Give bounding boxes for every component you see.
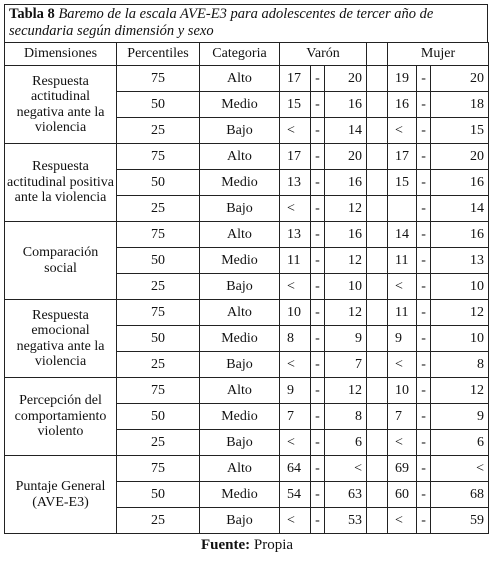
varon-min-cell: 11 — [280, 248, 311, 274]
percentile-cell: 25 — [117, 352, 200, 378]
mujer-max-cell: 68 — [431, 482, 489, 508]
mujer-min-cell: < — [388, 430, 417, 456]
percentile-cell: 25 — [117, 196, 200, 222]
varon-max-cell: 20 — [325, 66, 367, 92]
mujer-dash-cell: - — [417, 92, 431, 118]
table-row — [5, 378, 489, 404]
table-caption — [4, 4, 488, 42]
mujer-dash-cell: - — [417, 508, 431, 534]
spacer-cell — [367, 118, 388, 144]
header-percentiles: Percentiles — [117, 43, 200, 66]
mujer-dash-cell: - — [417, 118, 431, 144]
spacer-cell — [367, 248, 388, 274]
mujer-max-cell: 20 — [431, 144, 489, 170]
mujer-dash-cell: - — [417, 274, 431, 300]
mujer-max-cell: 14 — [431, 196, 489, 222]
varon-dash-cell: - — [311, 508, 325, 534]
mujer-min-cell: 69 — [388, 456, 417, 482]
dimension-cell: Comparación social — [5, 222, 117, 300]
varon-dash-cell: - — [311, 196, 325, 222]
varon-min-cell: 17 — [280, 144, 311, 170]
mujer-dash-cell: - — [417, 144, 431, 170]
percentile-cell: 25 — [117, 274, 200, 300]
varon-max-cell: 10 — [325, 274, 367, 300]
varon-max-cell: < — [325, 456, 367, 482]
varon-dash-cell: - — [311, 222, 325, 248]
percentile-cell: 75 — [117, 144, 200, 170]
varon-max-cell: 8 — [325, 404, 367, 430]
varon-dash-cell: - — [311, 482, 325, 508]
mujer-dash-cell: - — [417, 326, 431, 352]
varon-min-cell: < — [280, 118, 311, 144]
varon-dash-cell: - — [311, 456, 325, 482]
category-cell: Bajo — [200, 352, 280, 378]
mujer-max-cell: 18 — [431, 92, 489, 118]
table-row — [5, 456, 489, 482]
varon-min-cell: 15 — [280, 92, 311, 118]
dimension-cell: Percepción del comportamiento violento — [5, 378, 117, 456]
mujer-min-cell: < — [388, 118, 417, 144]
varon-max-cell: 63 — [325, 482, 367, 508]
varon-max-cell: 53 — [325, 508, 367, 534]
mujer-max-cell: 15 — [431, 118, 489, 144]
mujer-dash-cell: - — [417, 248, 431, 274]
percentile-cell: 75 — [117, 222, 200, 248]
varon-dash-cell: - — [311, 170, 325, 196]
varon-max-cell: 7 — [325, 352, 367, 378]
varon-min-cell: < — [280, 196, 311, 222]
category-cell: Medio — [200, 170, 280, 196]
mujer-dash-cell: - — [417, 482, 431, 508]
caption-text: Baremo de la escala AVE-E3 para adolescentes de tercer año de secundaria según dimensión y sexo — [9, 6, 434, 39]
spacer-cell — [367, 352, 388, 378]
mujer-dash-cell: - — [417, 456, 431, 482]
category-cell: Medio — [200, 404, 280, 430]
spacer-cell — [367, 456, 388, 482]
table-figure — [4, 4, 488, 534]
varon-dash-cell: - — [311, 144, 325, 170]
spacer-cell — [367, 508, 388, 534]
source-text: Propia — [253, 537, 294, 553]
category-cell: Medio — [200, 482, 280, 508]
mujer-max-cell: 6 — [431, 430, 489, 456]
mujer-dash-cell: - — [417, 352, 431, 378]
mujer-max-cell: 12 — [431, 378, 489, 404]
category-cell: Bajo — [200, 430, 280, 456]
percentile-cell: 75 — [117, 66, 200, 92]
varon-dash-cell: - — [311, 352, 325, 378]
varon-max-cell: 14 — [325, 118, 367, 144]
mujer-max-cell: 10 — [431, 274, 489, 300]
varon-min-cell: 54 — [280, 482, 311, 508]
mujer-max-cell: < — [431, 456, 489, 482]
category-cell: Alto — [200, 300, 280, 326]
mujer-min-cell: 16 — [388, 92, 417, 118]
category-cell: Medio — [200, 326, 280, 352]
mujer-max-cell: 9 — [431, 404, 489, 430]
varon-min-cell: 13 — [280, 170, 311, 196]
category-cell: Alto — [200, 378, 280, 404]
mujer-dash-cell: - — [417, 170, 431, 196]
baremo-table — [4, 42, 489, 534]
percentile-cell: 50 — [117, 326, 200, 352]
mujer-min-cell: < — [388, 508, 417, 534]
mujer-min-cell: 17 — [388, 144, 417, 170]
mujer-min-cell: 19 — [388, 66, 417, 92]
varon-dash-cell: - — [311, 378, 325, 404]
varon-dash-cell: - — [311, 326, 325, 352]
percentile-cell: 75 — [117, 300, 200, 326]
mujer-min-cell: 7 — [388, 404, 417, 430]
mujer-max-cell: 16 — [431, 170, 489, 196]
mujer-min-cell: < — [388, 274, 417, 300]
spacer-cell — [367, 170, 388, 196]
mujer-min-cell: 11 — [388, 300, 417, 326]
category-cell: Medio — [200, 92, 280, 118]
category-cell: Alto — [200, 66, 280, 92]
varon-max-cell: 20 — [325, 144, 367, 170]
mujer-min-cell: 9 — [388, 326, 417, 352]
varon-max-cell: 12 — [325, 300, 367, 326]
varon-max-cell: 16 — [325, 222, 367, 248]
spacer-cell — [367, 222, 388, 248]
category-cell: Bajo — [200, 118, 280, 144]
varon-dash-cell: - — [311, 274, 325, 300]
percentile-cell: 50 — [117, 248, 200, 274]
header-categoria: Categoria — [200, 43, 280, 66]
percentile-cell: 25 — [117, 508, 200, 534]
varon-max-cell: 12 — [325, 378, 367, 404]
varon-dash-cell: - — [311, 248, 325, 274]
percentile-cell: 25 — [117, 430, 200, 456]
mujer-min-cell: < — [388, 352, 417, 378]
mujer-dash-cell: - — [417, 378, 431, 404]
varon-dash-cell: - — [311, 404, 325, 430]
header-dimensiones: Dimensiones — [5, 43, 117, 66]
mujer-max-cell: 16 — [431, 222, 489, 248]
dimension-cell: Respuesta actitudinal positiva ante la violencia — [5, 144, 117, 222]
mujer-min-cell: 10 — [388, 378, 417, 404]
varon-min-cell: < — [280, 508, 311, 534]
mujer-min-cell: 15 — [388, 170, 417, 196]
category-cell: Alto — [200, 222, 280, 248]
source-label: Fuente: — [200, 537, 251, 553]
varon-max-cell: 12 — [325, 196, 367, 222]
mujer-min-cell — [388, 196, 417, 222]
category-cell: Bajo — [200, 196, 280, 222]
mujer-dash-cell: - — [417, 196, 431, 222]
mujer-dash-cell: - — [417, 300, 431, 326]
varon-dash-cell: - — [311, 118, 325, 144]
mujer-min-cell: 14 — [388, 222, 417, 248]
mujer-max-cell: 10 — [431, 326, 489, 352]
spacer-cell — [367, 66, 388, 92]
varon-dash-cell: - — [311, 300, 325, 326]
dimension-cell: Respuesta emocional negativa ante la violencia — [5, 300, 117, 378]
percentile-cell: 75 — [117, 378, 200, 404]
category-cell: Bajo — [200, 274, 280, 300]
mujer-dash-cell: - — [417, 430, 431, 456]
spacer-cell — [367, 196, 388, 222]
varon-max-cell: 12 — [325, 248, 367, 274]
table-body — [5, 66, 489, 534]
caption-label: Tabla 8 — [9, 6, 55, 22]
varon-max-cell: 16 — [325, 170, 367, 196]
mujer-dash-cell: - — [417, 66, 431, 92]
varon-min-cell: 8 — [280, 326, 311, 352]
varon-min-cell: 10 — [280, 300, 311, 326]
mujer-max-cell: 12 — [431, 300, 489, 326]
spacer-cell — [367, 430, 388, 456]
category-cell: Medio — [200, 248, 280, 274]
spacer-cell — [367, 326, 388, 352]
header-varon: Varón — [280, 43, 367, 66]
mujer-min-cell: 11 — [388, 248, 417, 274]
percentile-cell: 50 — [117, 404, 200, 430]
spacer-cell — [367, 144, 388, 170]
varon-min-cell: 13 — [280, 222, 311, 248]
dimension-cell: Puntaje General (AVE-E3) — [5, 456, 117, 534]
mujer-dash-cell: - — [417, 222, 431, 248]
varon-dash-cell: - — [311, 430, 325, 456]
varon-max-cell: 6 — [325, 430, 367, 456]
spacer-cell — [367, 274, 388, 300]
spacer-cell — [367, 92, 388, 118]
percentile-cell: 50 — [117, 170, 200, 196]
spacer-cell — [367, 378, 388, 404]
dimension-cell: Respuesta actitudinal negativa ante la violencia — [5, 66, 117, 144]
header-spacer — [367, 43, 388, 66]
varon-min-cell: < — [280, 274, 311, 300]
varon-min-cell: 64 — [280, 456, 311, 482]
header-mujer: Mujer — [388, 43, 489, 66]
varon-max-cell: 9 — [325, 326, 367, 352]
category-cell: Alto — [200, 456, 280, 482]
mujer-dash-cell: - — [417, 404, 431, 430]
mujer-max-cell: 20 — [431, 66, 489, 92]
varon-max-cell: 16 — [325, 92, 367, 118]
percentile-cell: 75 — [117, 456, 200, 482]
percentile-cell: 50 — [117, 482, 200, 508]
percentile-cell: 25 — [117, 118, 200, 144]
percentile-cell: 50 — [117, 92, 200, 118]
varon-dash-cell: - — [311, 66, 325, 92]
mujer-max-cell: 59 — [431, 508, 489, 534]
category-cell: Bajo — [200, 508, 280, 534]
spacer-cell — [367, 482, 388, 508]
mujer-max-cell: 8 — [431, 352, 489, 378]
spacer-cell — [367, 404, 388, 430]
varon-min-cell: 9 — [280, 378, 311, 404]
spacer-cell — [367, 300, 388, 326]
table-source — [0, 537, 494, 554]
header-row — [5, 43, 489, 66]
varon-min-cell: 17 — [280, 66, 311, 92]
varon-min-cell: 7 — [280, 404, 311, 430]
table-row — [5, 144, 489, 170]
varon-min-cell: < — [280, 430, 311, 456]
varon-min-cell: < — [280, 352, 311, 378]
table-row — [5, 66, 489, 92]
table-row — [5, 222, 489, 248]
category-cell: Alto — [200, 144, 280, 170]
mujer-min-cell: 60 — [388, 482, 417, 508]
varon-dash-cell: - — [311, 92, 325, 118]
mujer-max-cell: 13 — [431, 248, 489, 274]
table-row — [5, 300, 489, 326]
